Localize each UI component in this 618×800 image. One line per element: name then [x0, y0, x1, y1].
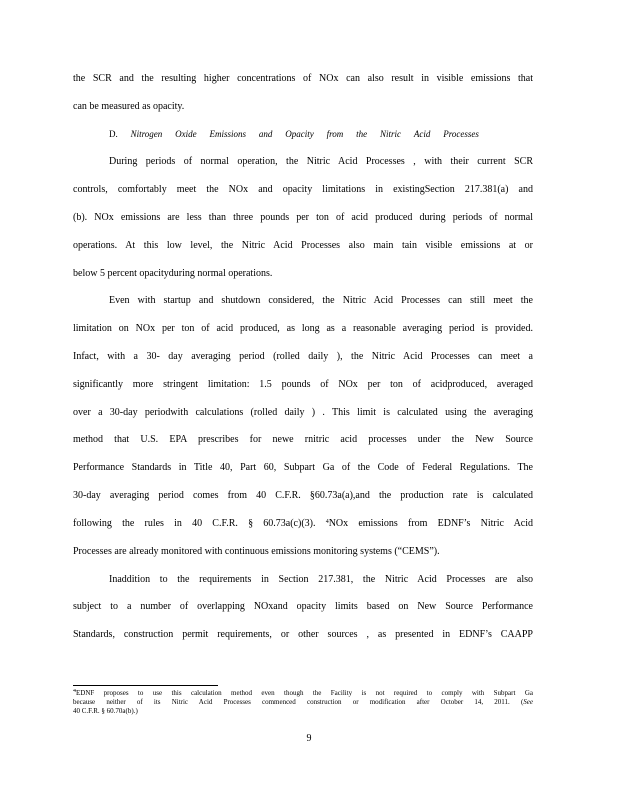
heading-word: Nitrogen [130, 129, 163, 139]
body-line: below 5 percent opacityduring normal operations. [73, 268, 273, 279]
heading-word: Emissions [209, 129, 247, 139]
body-line: significantly more stringent limitation: 1.5 pounds of NOx per ton of acidproduced, averaged [73, 379, 533, 390]
body-line: Standards, construction permit requirements, or other sources , as presented in EDNF’s CAAPP [73, 629, 533, 640]
body-line: Performance Standards in Title 40, Part 60, Subpart Ga of the Code of Federal Regulations. The [73, 462, 533, 473]
footnote-text: because neither of its Nitric Acid Processes commenced construction or modification after October 14, 2011. ( [73, 698, 524, 706]
heading-word: Processes [443, 129, 479, 139]
body-line-with-footnote-ref [73, 518, 533, 530]
footnote-see-signal: See [523, 698, 533, 706]
body-line: Even with startup and shutdown considered, the Nitric Acid Processes can still meet the [109, 295, 533, 306]
heading-word: and [258, 129, 273, 139]
footnote-reference[interactable]: 4 [325, 519, 329, 525]
page-number: 9 [306, 733, 312, 744]
footnote-line [73, 689, 533, 698]
heading-word: Oxide [175, 129, 197, 139]
body-text: following the rules in 40 C.F.R. § 60.73a(c)(3). [73, 518, 316, 529]
body-line: Infact, with a 30- day averaging period (rolled daily ), the Nitric Acid Processes can meet a [73, 351, 533, 362]
footnote-marker: 4 [73, 689, 76, 694]
body-line: Inaddition to the requirements in Section 217.381, the Nitric Acid Processes are also [109, 574, 533, 585]
footnote-text: EDNF proposes to use this calculation method even though the Facility is not required to comply with Subpart Ga [76, 689, 533, 697]
body-line: over a 30-day periodwith calculations (rolled daily ) . This limit is calculated using the averaging [73, 407, 533, 418]
body-line: can be measured as opacity. [73, 101, 185, 112]
footnote-line: 40 C.F.R. § 60.70a(b).) [73, 707, 138, 715]
heading-word: Nitric [379, 129, 401, 139]
heading-word: Opacity [285, 129, 314, 139]
heading-word: from [326, 129, 344, 139]
body-line: operations. At this low level, the Nitric Acid Processes also main tain visible emissions at or [73, 240, 533, 251]
footnote-line [73, 698, 533, 707]
body-text: NOx emissions from EDNF’s Nitric Acid [328, 518, 533, 529]
heading-word: the [356, 129, 368, 139]
body-line: limitation on NOx per ton of acid produced, as long as a reasonable averaging period is provided. [73, 323, 533, 334]
body-line: 30-day averaging period comes from 40 C.F.R. §60.73a(a),and the production rate is calculated [73, 490, 533, 501]
body-line: controls, comfortably meet the NOx and opacity limitations in existingSection 217.381(a) and [73, 184, 533, 195]
section-heading [109, 128, 479, 140]
body-line: the SCR and the resulting higher concentrations of NOx can also result in visible emissions that [73, 73, 533, 84]
body-line: During periods of normal operation, the Nitric Acid Processes , with their current SCR [109, 156, 533, 167]
body-line: (b). NOx emissions are less than three pounds per ton of acid produced during periods of normal [73, 212, 533, 223]
body-line: method that U.S. EPA prescribes for newe rnitric acid processes under the New Source [73, 434, 533, 445]
heading-word: Acid [413, 129, 431, 139]
footnote-separator [73, 685, 218, 686]
body-line: Processes are already monitored with continuous emissions monitoring systems (“CEMS”). [73, 546, 440, 557]
body-line: subject to a number of overlapping NOxand opacity limits based on New Source Performance [73, 601, 533, 612]
section-letter: D. [109, 129, 118, 139]
